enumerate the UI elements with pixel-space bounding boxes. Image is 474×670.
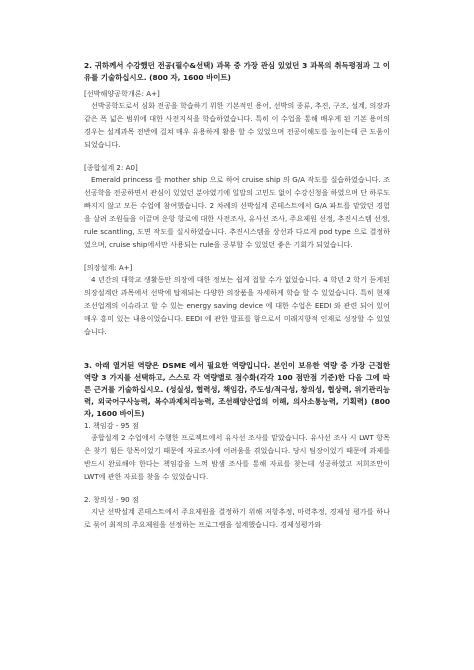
course-tag: [의장설계: A+]	[84, 263, 133, 272]
competency-block-1	[84, 420, 390, 483]
competency-text: 종합설계 2 수업에서 수행한 프로젝트에서 유사선 조사를 맡았습니다. 유사선 조사 시 LWT 항목은 찾기 힘든 항목이었기 때문에 자료조사에 어려움을 겪었습니다. 당시 팀장이었기 때문에 과제를 반드시 완료해야 한다는 책임감을 느껴 밤샘 조사를 통해 자료를 찾는데 성공하였고 저희조만이 LWT에 관한 자료를 찾을 수 있었습니다.	[84, 433, 390, 481]
course-text: 4 년간의 대학교 생활동안 의장에 대한 정보는 쉽게 접할 수가 없었습니다. 4 학년 2 학기 듣게된 의장설계란 과목에서 선박에 탑재되는 다양한 의장품을 자세하게 학습 할 수 있었습니다. 특히 현재 조선업계의 이슈라고 할 수 있는 energy saving device 에 대한 수업은 EEDI 와 관련 되어 있어 매우 흥미 있는 내용이었습니다. EEDI 에 관한 발표를 함으로서 미래지향적 인재로 성장할 수 있었습니다.	[84, 275, 390, 336]
course-text: 선박공학도로서 심화 전공을 학습하기 위한 기본적인 용어, 선박의 종류, 추진, 구조, 설계, 의장과 같은 폭 넓은 범위에 대한 사전지식을 학습하였습니다. 특히 이 수업을 통해 배우게 된 기본 용어의 경우는 설계과목 전반에 걸쳐 매우 유용하게 활용 할 수 있었으며 전공이해도를 높이는데 큰 도움이 되었습니다.	[84, 101, 390, 149]
course-block-2	[84, 162, 390, 251]
document-page	[84, 60, 390, 531]
course-block-3	[84, 262, 390, 338]
competency-block-2	[84, 494, 390, 531]
course-tag: [종합설계 2: A0]	[84, 163, 138, 172]
competency-heading: 2. 창의성 - 90 점	[84, 495, 139, 504]
competency-heading: 1. 책임감 - 95 점	[84, 421, 139, 430]
course-tag: [선박해양공학개론: A+]	[84, 89, 160, 98]
competency-text: 지난 선박설계 콘테스트에서 주요제원을 결정하기 위해 저항추정, 마력추정, 경제성 평가를 하나로 묶어 최적의 주요제원을 선정하는 프로그램을 설계했습니다. 경제성평가와	[84, 507, 390, 529]
course-block-1	[84, 88, 390, 151]
question-2: 2. 귀하께서 수강했던 전공(필수&선택) 과목 중 가장 관심 있었던 3 과목의 취득평점과 그 이유를 기술하십시오. (800 자, 1600 바이트)	[84, 61, 390, 82]
course-text: Emerald princess 를 mother ship 으로 하여 cruise ship 의 G/A 작도를 실습하였습니다. 조선공학을 전공하면서 관심이 있었던 분야였기에 일말의 고민도 없이 수강신청을 하였으며 단 하루도 빠지지 않고 모든 수업에 참여했습니다. 2 차례의 선박설계 콘테스트에서 G/A 파트를 맡았던 경험을 살려 조원들을 이끌며 운항 항로에 대한 사전조사, 유사선 조사, 주요제원 선정, 추진시스템 선정, rule scantling, 도면 작도를 실시하였습니다. 추진시스템을 상선과 다르게 pod type 으로 결정하였으며, cruise ship에서만 사용되는 rule을 공부할 수 있었던 좋은 기회가 되었습니다.	[84, 175, 390, 249]
question-3: 3. 아래 열거된 역량은 DSME 에서 필요한 역량입니다. 본인이 보유한 역량 중 가장 근접한 역량 3 가지를 선택하고, 스스로 각 역량별로 점수화(각각 100 점만점 기준)한 다음 그에 따른 근거를 기술하십시오. (성실성, 협력성, 책임감, 주도성/적극성, 창의성, 협상력, 위기관리능력, 외국어구사능력, 복수과제처리능력, 조선해양산업의 이해, 의사소통능력, 기획력) (800 자, 1600 바이트)	[84, 361, 390, 418]
